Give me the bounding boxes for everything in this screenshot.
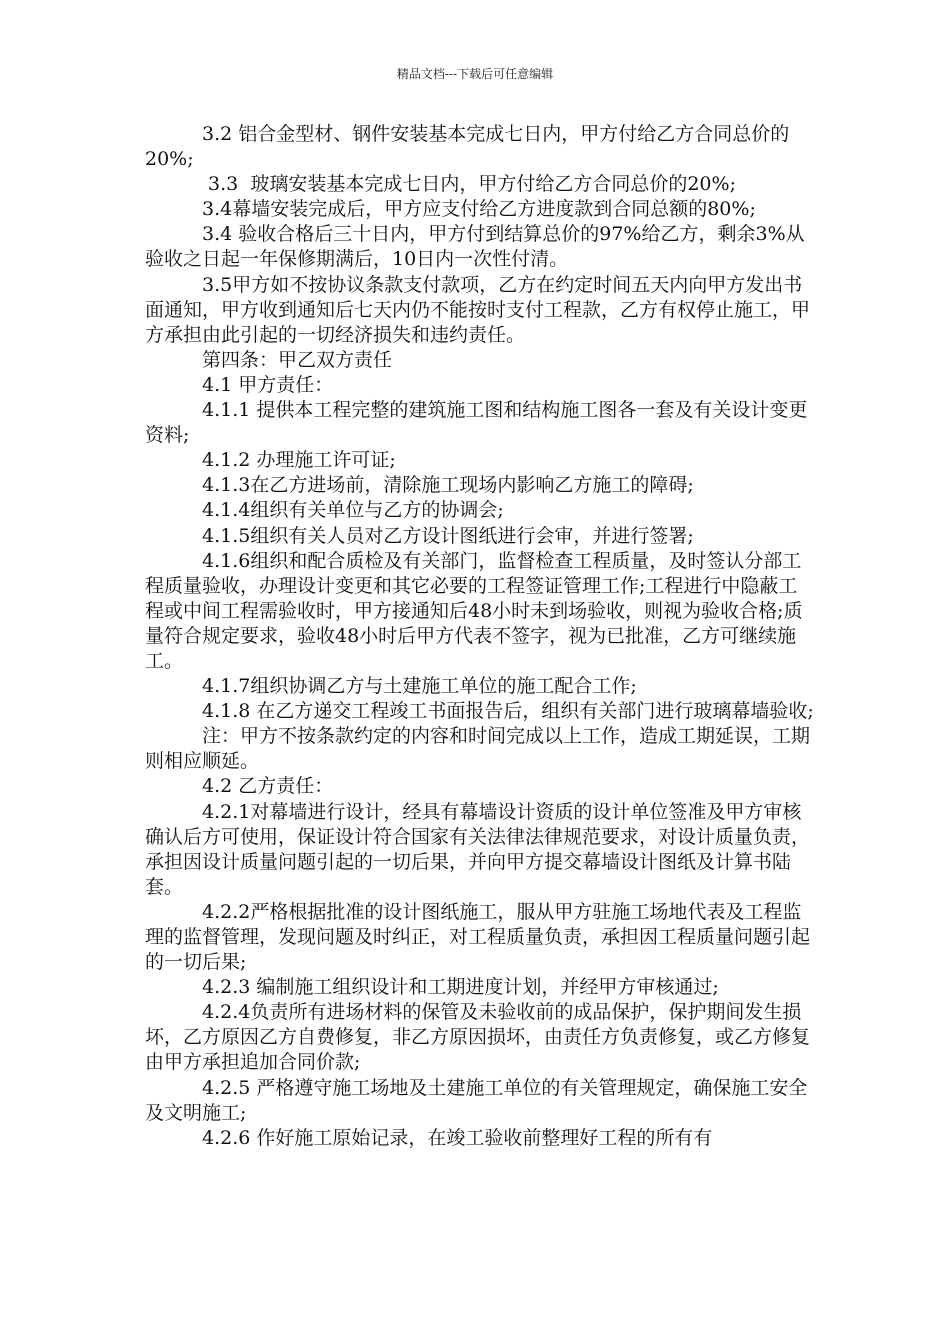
paragraph-4-2: 4.2 乙方责任： [202, 775, 334, 798]
paragraph-4-2-4: 4.2.4负责所有进场材料的保管及未验收前的成品保护，保护期间发生损坏，乙方原因乙方自费修复，非乙方原因损坏，由责任方负责修复，或乙方修复由甲方承担追加合同价款; [145, 1001, 811, 1074]
paragraph-4-1-8: 4.1.8 在乙方递交工程竣工书面报告后，组织有关部门进行玻璃幕墙验收; [202, 700, 814, 723]
paragraph-4-2-6: 4.2.6 作好施工原始记录，在竣工验收前整理好工程的所有有 [202, 1126, 713, 1149]
paragraph-4-1-4: 4.1.4组织有关单位与乙方的协调会; [202, 499, 504, 522]
paragraph-note: 注：甲方不按条款约定的内容和时间完成以上工作，造成工期延误，工期则相应顺延。 [145, 725, 811, 773]
paragraph-4-1-7: 4.1.7组织协调乙方与土建施工单位的施工配合工作; [202, 675, 637, 698]
page-header: 精品文档---下载后可任意编辑 [396, 67, 554, 81]
paragraph-3-3: 3.3 玻璃安装基本完成七日内，甲方付给乙方合同总价的20%; [202, 173, 736, 196]
paragraph-3-5: 3.5甲方如不按协议条款支付款项，乙方在约定时间五天内向甲方发出书面通知，甲方收到通知后七天内仍不能按时支付工程款，乙方有权停止施工，甲方承担由此引起的一切经济损失和违约责任。 [145, 273, 811, 346]
paragraph-4-1: 4.1 甲方责任： [202, 373, 334, 396]
paragraph-3-4b: 3.4 验收合格后三十日内，甲方付到结算总价的97%给乙方，剩余3%从验收之日起一年保修期满后，10日内一次性付清。 [145, 223, 805, 271]
document-body [145, 122, 815, 1151]
paragraph-4-2-5: 4.2.5 严格遵守施工场地及土建施工单位的有关管理规定，确保施工安全及文明施工; [145, 1076, 808, 1124]
paragraph-3-4a: 3.4幕墙安装完成后，甲方应支付给乙方进度款到合同总额的80%; [202, 198, 756, 221]
paragraph-3-2: 3.2 铝合金型材、钢件安装基本完成七日内，甲方付给乙方合同总价的20%; [145, 123, 790, 171]
paragraph-4-2-1: 4.2.1对幕墙进行设计，经具有幕墙设计资质的设计单位签准及甲方审核确认后方可使用，保证设计符合国家有关法律法律规范要求，对设计质量负责，承担因设计质量问题引起的一切后果，并向甲方提交幕墙设计图纸及计算书陆套。 [145, 800, 811, 898]
paragraph-4-2-3: 4.2.3 编制施工组织设计和工期进度计划，并经甲方审核通过; [202, 976, 719, 999]
paragraph-4-1-1: 4.1.1 提供本工程完整的建筑施工图和结构施工图各一套及有关设计变更资料; [145, 399, 808, 447]
paragraph-4-1-3: 4.1.3在乙方进场前，清除施工现场内影响乙方施工的障碍; [202, 474, 694, 497]
paragraph-4-2-2: 4.2.2严格根据批准的设计图纸施工，服从甲方驻施工场地代表及工程监理的监督管理，发现问题及时纠正，对工程质量负责，承担因工程质量问题引起的一切后果; [145, 900, 811, 974]
paragraph-4-1-6: 4.1.6组织和配合质检及有关部门，监督检查工程质量，及时签认分部工程质量验收，办理设计变更和其它必要的工程签证管理工作;工程进行中隐蔽工程或中间工程需验收时，甲方接通知后48小时未到场验收，则视为验收合格;质量符合规定要求，验收48小时后甲方代表不签字，视为已批准，乙方可继续施工。 [145, 549, 803, 672]
section-heading-article-4: 第四条：甲乙双方责任 [202, 348, 393, 371]
paragraph-4-1-2: 4.1.2 办理施工许可证; [202, 449, 396, 472]
paragraph-4-1-5: 4.1.5组织有关人员对乙方设计图纸进行会审，并进行签署; [202, 524, 694, 547]
